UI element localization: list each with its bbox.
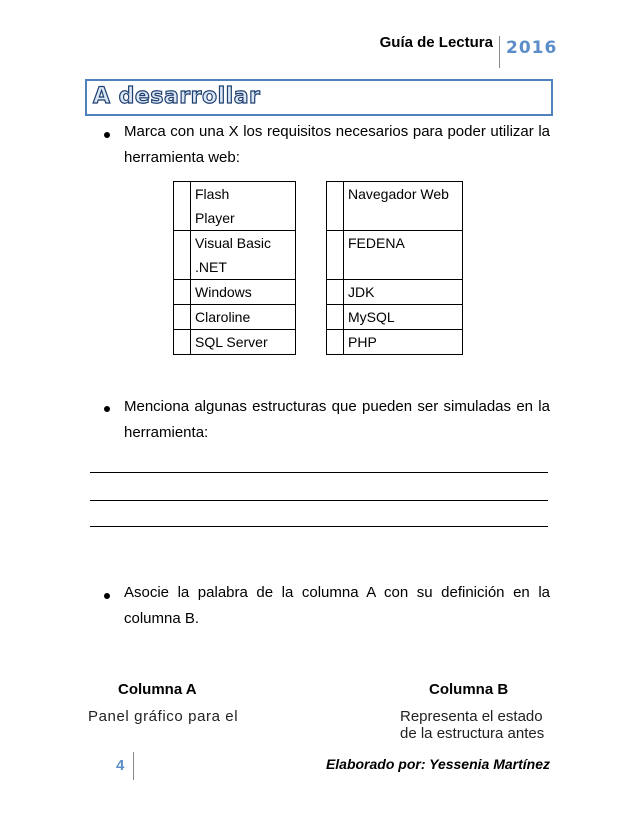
requirement-option bbox=[191, 305, 296, 330]
checkbox-cell[interactable] bbox=[327, 280, 344, 305]
column-b-item-line-2: de la estructura antes bbox=[400, 725, 545, 742]
answer-line[interactable] bbox=[90, 500, 548, 501]
requirement-option bbox=[344, 182, 463, 231]
requirement-label: Visual Basic bbox=[195, 235, 272, 251]
column-a-header: Columna A bbox=[118, 681, 197, 698]
question-2 bbox=[124, 394, 550, 446]
column-b-header: Columna B bbox=[429, 681, 509, 698]
requirement-label: SQL Server bbox=[195, 334, 268, 350]
column-a-item: Panel gráfico para el bbox=[88, 708, 239, 725]
table-row bbox=[174, 280, 463, 305]
header-divider bbox=[499, 36, 500, 68]
requirement-option bbox=[191, 330, 296, 355]
requirement-option bbox=[344, 330, 463, 355]
table-row bbox=[174, 182, 463, 231]
requirement-label: JDK bbox=[348, 284, 375, 300]
checkbox-cell[interactable] bbox=[327, 231, 344, 280]
answer-line[interactable] bbox=[90, 526, 548, 527]
answer-line[interactable] bbox=[90, 472, 548, 473]
requirement-option bbox=[191, 280, 296, 305]
question-2-line-2: herramienta: bbox=[124, 424, 209, 441]
requirement-label: PHP bbox=[348, 334, 377, 350]
checkbox-cell[interactable] bbox=[327, 305, 344, 330]
checkbox-cell[interactable] bbox=[327, 330, 344, 355]
table-row bbox=[174, 330, 463, 355]
bullet-icon bbox=[104, 132, 110, 138]
requirement-option bbox=[344, 305, 463, 330]
question-3-line-1: Asocie la palabra de la columna A con su definición en la bbox=[124, 584, 550, 601]
table-gap bbox=[296, 330, 327, 355]
footer-divider bbox=[133, 752, 134, 780]
table-gap bbox=[296, 231, 327, 280]
question-1-line-1: Marca con una X los requisitos necesarios para poder utilizar la bbox=[124, 123, 550, 140]
checkbox-cell[interactable] bbox=[174, 231, 191, 280]
header-year: 2016 bbox=[506, 38, 558, 58]
requirement-label: Windows bbox=[195, 284, 252, 300]
question-1 bbox=[124, 119, 550, 171]
requirement-label: MySQL bbox=[348, 309, 395, 325]
requirement-option bbox=[344, 280, 463, 305]
requirement-option bbox=[344, 231, 463, 280]
question-1-line-2: herramienta web: bbox=[124, 149, 240, 166]
bullet-icon bbox=[104, 406, 110, 412]
header-title: Guía de Lectura bbox=[379, 34, 493, 51]
requirement-label: Flash bbox=[195, 186, 230, 202]
table-gap bbox=[296, 305, 327, 330]
requirement-label: Player bbox=[195, 210, 235, 226]
question-2-line-1: Menciona algunas estructuras que pueden ser simuladas en la bbox=[124, 398, 550, 415]
table-gap bbox=[296, 280, 327, 305]
table-row bbox=[174, 305, 463, 330]
question-3-line-2: columna B. bbox=[124, 610, 200, 627]
table-gap bbox=[296, 182, 327, 231]
page-number: 4 bbox=[116, 757, 125, 774]
checkbox-cell[interactable] bbox=[174, 280, 191, 305]
checkbox-cell[interactable] bbox=[174, 182, 191, 231]
requirements-table bbox=[173, 181, 463, 355]
footer-author: Elaborado por: Yessenia Martínez bbox=[325, 756, 550, 772]
requirement-label: .NET bbox=[195, 259, 227, 275]
requirement-option bbox=[191, 182, 296, 231]
checkbox-cell[interactable] bbox=[327, 182, 344, 231]
question-3 bbox=[124, 580, 550, 632]
requirement-label: Claroline bbox=[195, 309, 251, 325]
requirement-option bbox=[191, 231, 296, 280]
requirement-label: Navegador Web bbox=[348, 186, 449, 202]
requirement-label: FEDENA bbox=[348, 235, 405, 251]
table-row bbox=[174, 231, 463, 280]
checkbox-cell[interactable] bbox=[174, 330, 191, 355]
bullet-icon bbox=[104, 593, 110, 599]
column-b-item-line-1: Representa el estado bbox=[400, 708, 543, 725]
checkbox-cell[interactable] bbox=[174, 305, 191, 330]
column-b-item bbox=[400, 708, 544, 742]
section-title: A desarrollar bbox=[93, 84, 261, 109]
